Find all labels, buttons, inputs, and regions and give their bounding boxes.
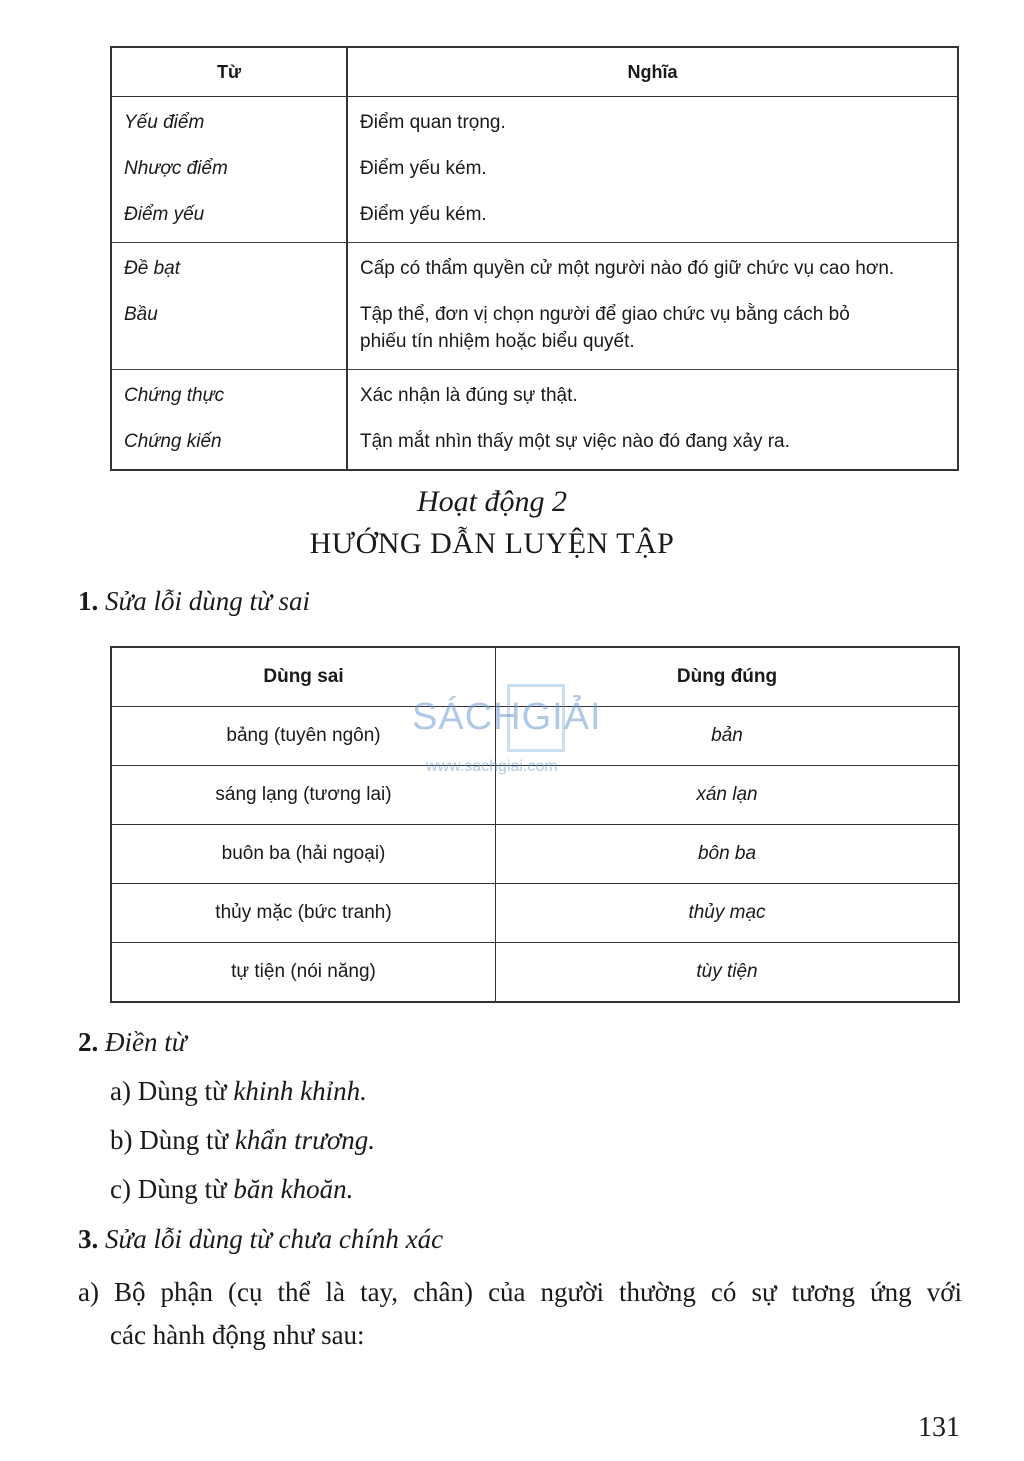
word: Chứng kiến [124, 431, 222, 452]
watermark-text: SÁCHGIẢI [412, 696, 602, 738]
wrong-usage-cell: bảng (tuyên ngôn) [111, 707, 496, 766]
header-wrong-usage: Dùng sai [111, 647, 496, 707]
word: Yếu điểm [124, 112, 205, 133]
paragraph-line: các hành động như sau: [110, 1320, 365, 1350]
meaning: Xác nhận là đúng sự thật. [360, 385, 578, 406]
table-row [111, 766, 959, 825]
word: Đề bạt [124, 258, 180, 279]
fill-word: khinh khỉnh. [233, 1076, 367, 1106]
meaning: Tập thể, đơn vị chọn người để giao chức vụ bằng cách bỏ phiếu tín nhiệm hoặc biểu quyết. [360, 304, 850, 352]
paragraph-a [78, 1271, 962, 1357]
wrong-usage-cell: thủy mặc (bức tranh) [111, 884, 496, 943]
section-3-heading [78, 1224, 443, 1255]
section-title: Điền từ [105, 1027, 187, 1057]
wrong-usage-cell: sáng lạng (tương lai) [111, 766, 496, 825]
table-row [111, 943, 959, 1003]
fill-word: băn khoăn. [233, 1174, 354, 1204]
word-cell [111, 97, 347, 243]
header-word: Từ [111, 47, 347, 97]
header-correct-usage: Dùng đúng [496, 647, 960, 707]
table-row [111, 370, 958, 471]
correct-usage-cell: tùy tiện [496, 943, 960, 1003]
section-title: Sửa lỗi dùng từ chưa chính xác [105, 1224, 444, 1254]
table-row [111, 825, 959, 884]
word: Chứng thực [124, 385, 225, 406]
word-cell [111, 243, 347, 370]
word-cell [111, 370, 347, 471]
activity-subtitle: HƯỚNG DẪN LUYỆN TẬP [309, 527, 675, 560]
word: Bầu [124, 304, 158, 325]
meaning-cell [347, 243, 958, 370]
meaning-cell [347, 370, 958, 471]
section-1-heading [78, 586, 310, 617]
fill-item-a: a) Dùng từ khinh khỉnh. [110, 1076, 367, 1106]
meaning: Điểm yếu kém. [360, 204, 487, 225]
correct-usage-cell: bản [496, 707, 960, 766]
table-row [111, 243, 958, 370]
paragraph-line: a) Bộ phận (cụ thể là tay, chân) của người thường có sự tương ứng với [78, 1277, 962, 1307]
section-number: 1. [78, 586, 99, 616]
meaning: Điểm quan trọng. [360, 112, 506, 133]
vocabulary-meaning-table [110, 46, 959, 471]
fill-item-c: c) Dùng từ băn khoăn. [110, 1174, 354, 1204]
activity-title: Hoạt động 2 [417, 485, 567, 518]
meaning: Cấp có thẩm quyền cử một người nào đó giữ chức vụ cao hơn. [360, 258, 895, 279]
wrong-usage-cell: buôn ba (hải ngoại) [111, 825, 496, 884]
correct-usage-cell: xán lạn [496, 766, 960, 825]
meaning-cell [347, 97, 958, 243]
page-number: 131 [918, 1412, 960, 1443]
correct-usage-cell: bôn ba [496, 825, 960, 884]
word: Điểm yếu [124, 204, 205, 225]
word: Nhược điểm [124, 158, 228, 179]
header-meaning: Nghĩa [347, 47, 958, 97]
word-correction-table [110, 646, 960, 1003]
table-row [111, 97, 958, 243]
table-row [111, 884, 959, 943]
section-number: 3. [78, 1224, 99, 1254]
correct-usage-cell: thủy mạc [496, 884, 960, 943]
wrong-usage-cell: tự tiện (nói năng) [111, 943, 496, 1003]
watermark-url: www.sachgiai.com [426, 758, 558, 775]
section-number: 2. [78, 1027, 99, 1057]
table-row [111, 707, 959, 766]
section-2-heading [78, 1027, 186, 1058]
fill-word: khẩn trương. [234, 1125, 376, 1155]
meaning: Điểm yếu kém. [360, 158, 487, 179]
meaning: Tận mắt nhìn thấy một sự việc nào đó đang xảy ra. [360, 431, 790, 452]
section-title: Sửa lỗi dùng từ sai [105, 586, 310, 616]
fill-item-b: b) Dùng từ khẩn trương. [110, 1125, 376, 1155]
